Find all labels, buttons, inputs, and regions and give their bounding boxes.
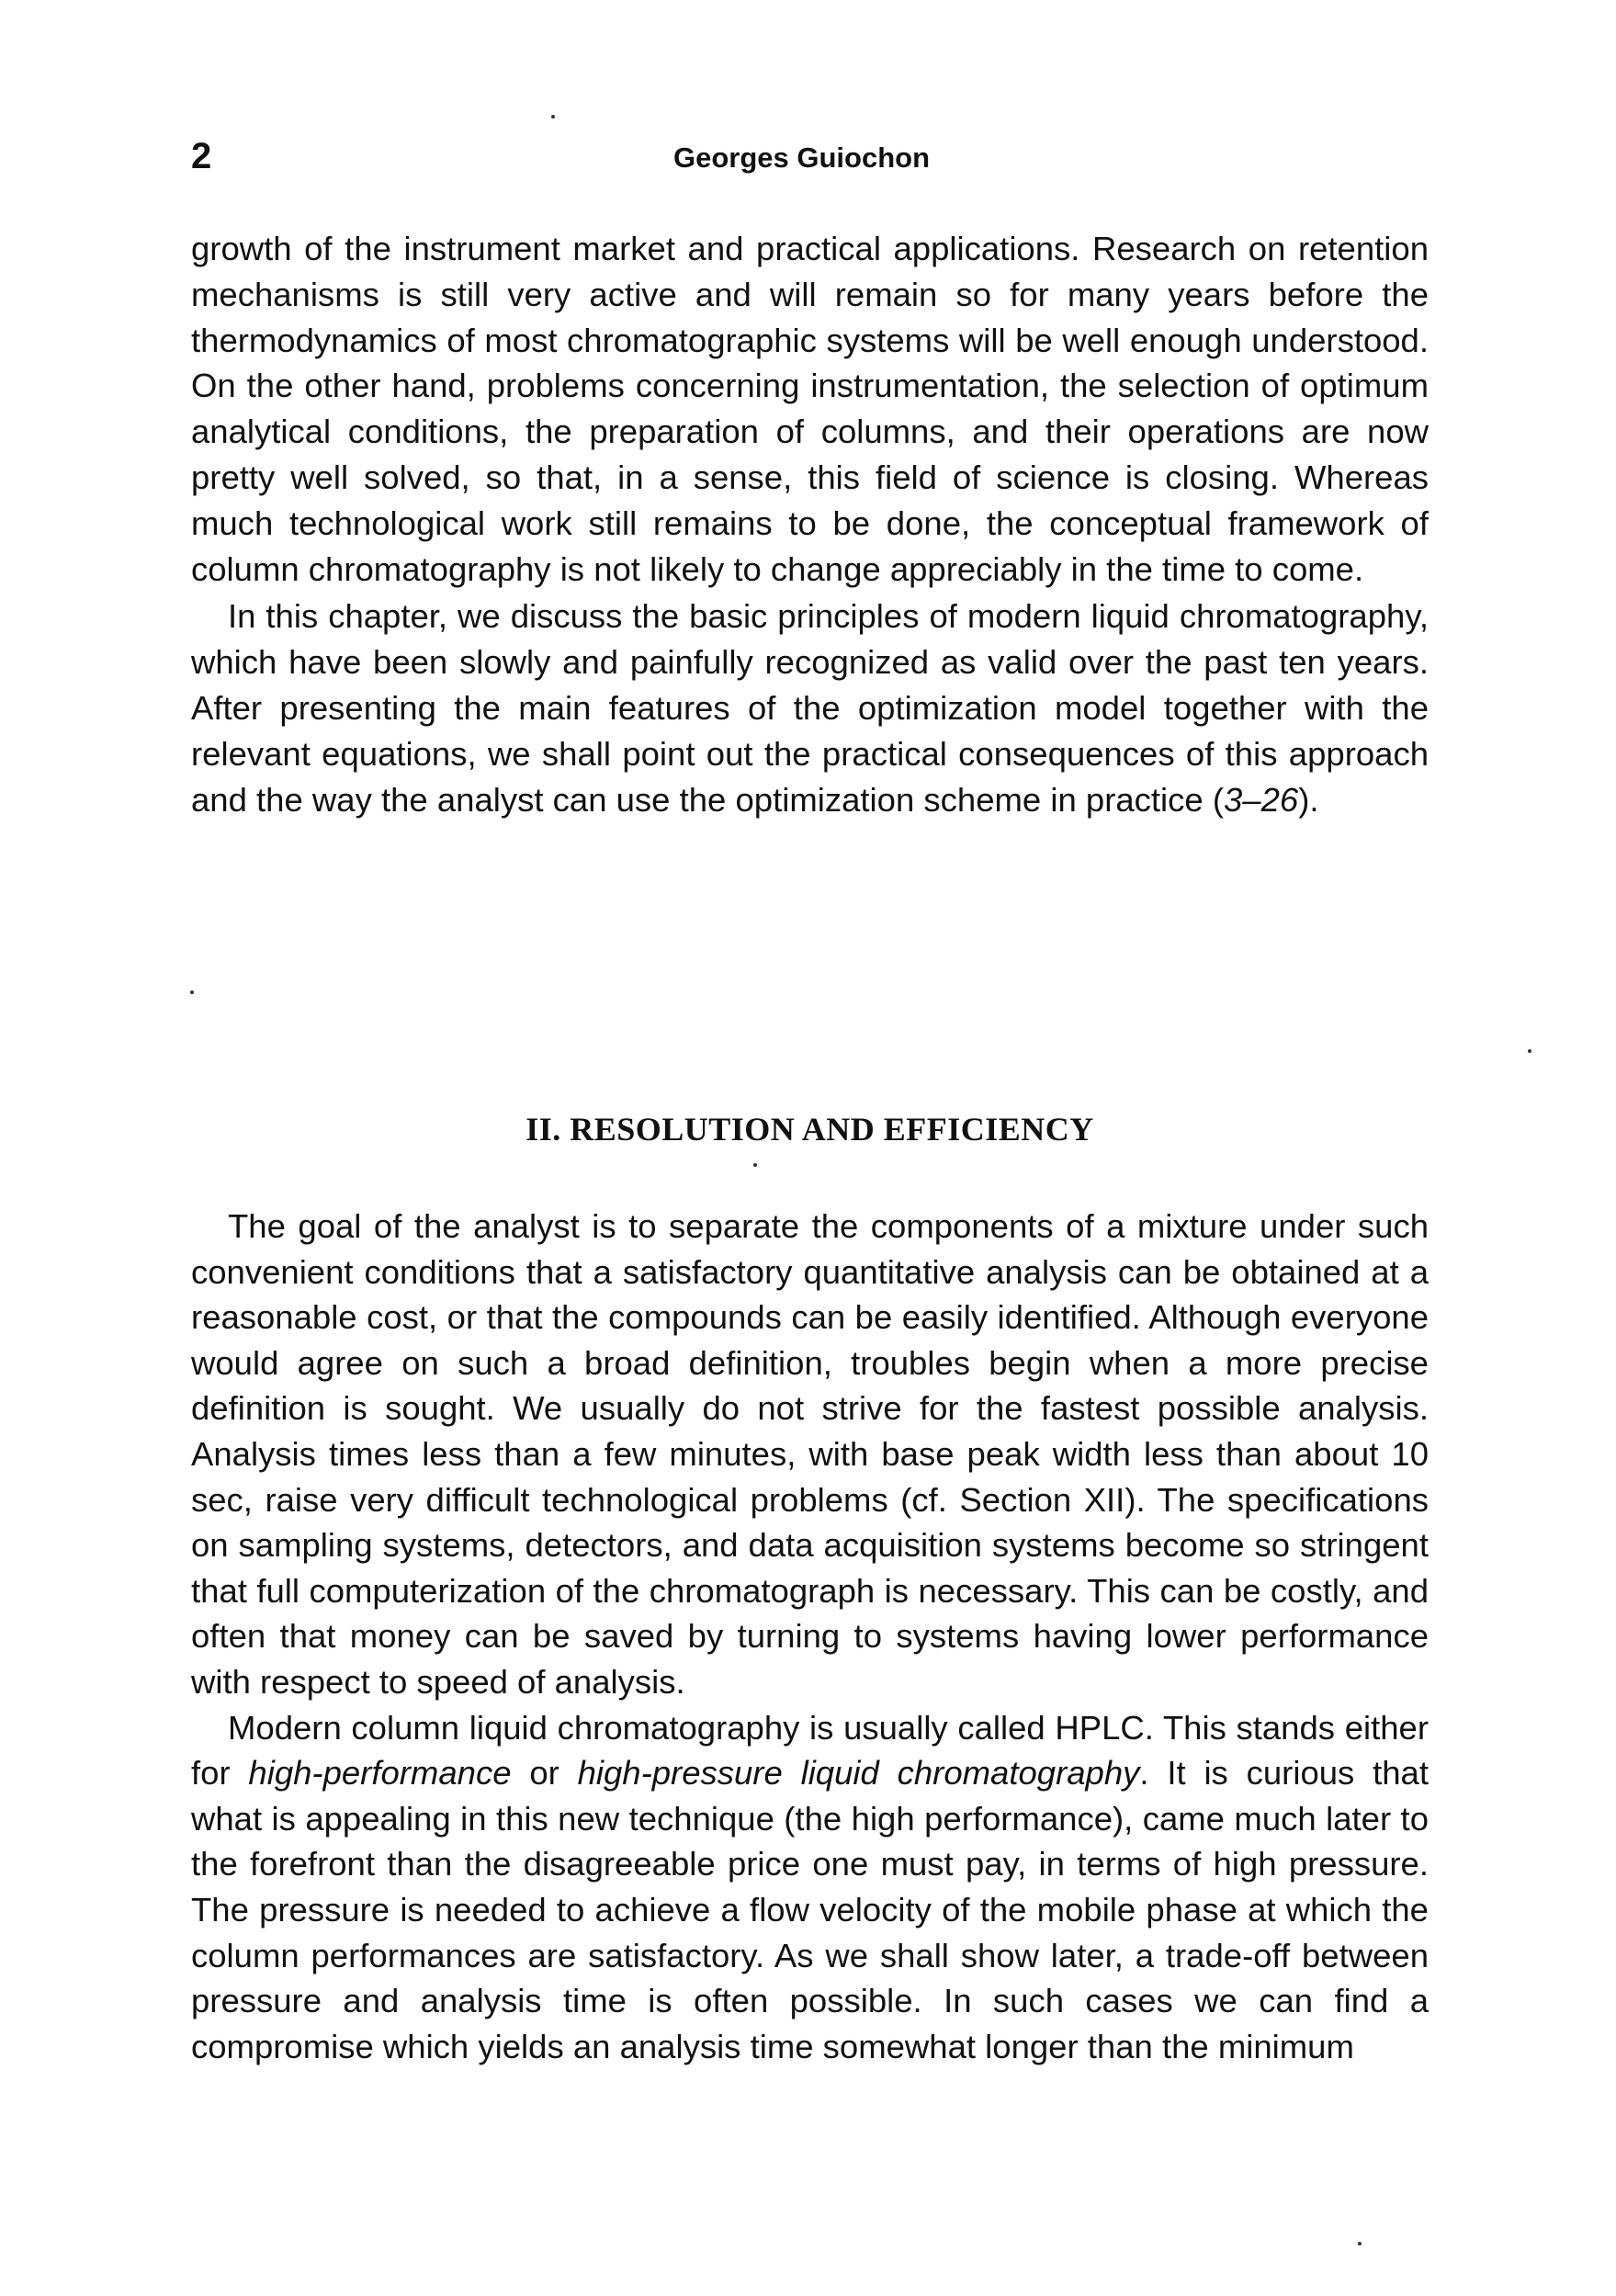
scan-speck	[1528, 1049, 1531, 1053]
intro-paragraph-1: growth of the instrument market and practical applications. Research on retention mechanisms is still very active and will remain so for many years before the thermodynamics of most chromatographic systems will be well enough understood. On the other hand, problems concerning instrumentation, the selection of optimum analytical conditions, the preparation of columns, and their operations are now pretty well solved, so that, in a sense, this field of science is closing. Whereas much technological work still remains to be done, the conceptual framework of column chromatography is not likely to change appreciably in the time to come.	[191, 230, 1429, 588]
intro-paragraph-2-end: ).	[1298, 780, 1319, 819]
page-number: 2	[191, 136, 212, 176]
section-heading: II. RESOLUTION AND EFFICIENCY	[525, 1111, 1094, 1148]
scan-speck	[190, 990, 194, 994]
scan-speck	[551, 115, 555, 119]
page-header	[191, 136, 1431, 191]
running-head: Georges Guiochon	[673, 141, 931, 174]
term-high-pressure: high-pressure liquid chromatography	[577, 1754, 1140, 1793]
reference-range: 3–26	[1224, 780, 1299, 819]
term-high-performance: high-performance	[248, 1754, 512, 1793]
scan-speck	[1358, 2242, 1362, 2245]
section-paragraph-2-or: or	[511, 1754, 578, 1793]
scan-speck	[753, 1163, 757, 1167]
section-paragraph-1: The goal of the analyst is to separate the components of a mixture under such convenient conditions that a satisfactory quantitative analysis can be obtained at a reasonable cost, or that the compounds can be easily identified. Although everyone would agree on such a broad definition, troubles begin when a more precise definition is sought. We usually do not strive for the fastest possible analysis. Analysis times less than a few minutes, with base peak width less than about 10 sec, raise very difficult technological problems (cf. Section XII). The specifications on sampling systems, detectors, and data acquisition systems become so stringent that full computerization of the chromatograph is necessary. This can be costly, and often that money can be saved by turning to systems having lower performance with respect to speed of analysis.	[191, 1207, 1429, 1701]
section-paragraph-2	[191, 1705, 1429, 2070]
section-text	[191, 1204, 1429, 2069]
intro-paragraph-2	[191, 594, 1429, 822]
section-paragraph-2-text: Modern column liquid chromatography is usually called HPLC. This stands either for	[191, 1708, 1429, 1793]
section-paragraph-2-rest: . It is curious that what is appealing in this new technique (the high performance), came much later to the forefront than the disagreeable price one must pay, in terms of high pressure. The pressure is needed to achieve a flow velocity of the mobile phase at which the column performances are satisfactory. As we shall show later, a trade-off between pressure and analysis time is often possible. In such cases we can find a compromise which yields an analysis time somewhat longer than the minimum	[191, 1754, 1429, 2065]
intro-text	[191, 226, 1429, 822]
intro-paragraph-2-text: In this chapter, we discuss the basic principles of modern liquid chromatography, which have been slowly and painfully recognized as valid over the past ten years. After presenting the main features of the optimization model together with the relevant equations, we shall point out the practical consequences of this approach and the way the analyst can use the optimization scheme in practice (	[191, 597, 1429, 819]
